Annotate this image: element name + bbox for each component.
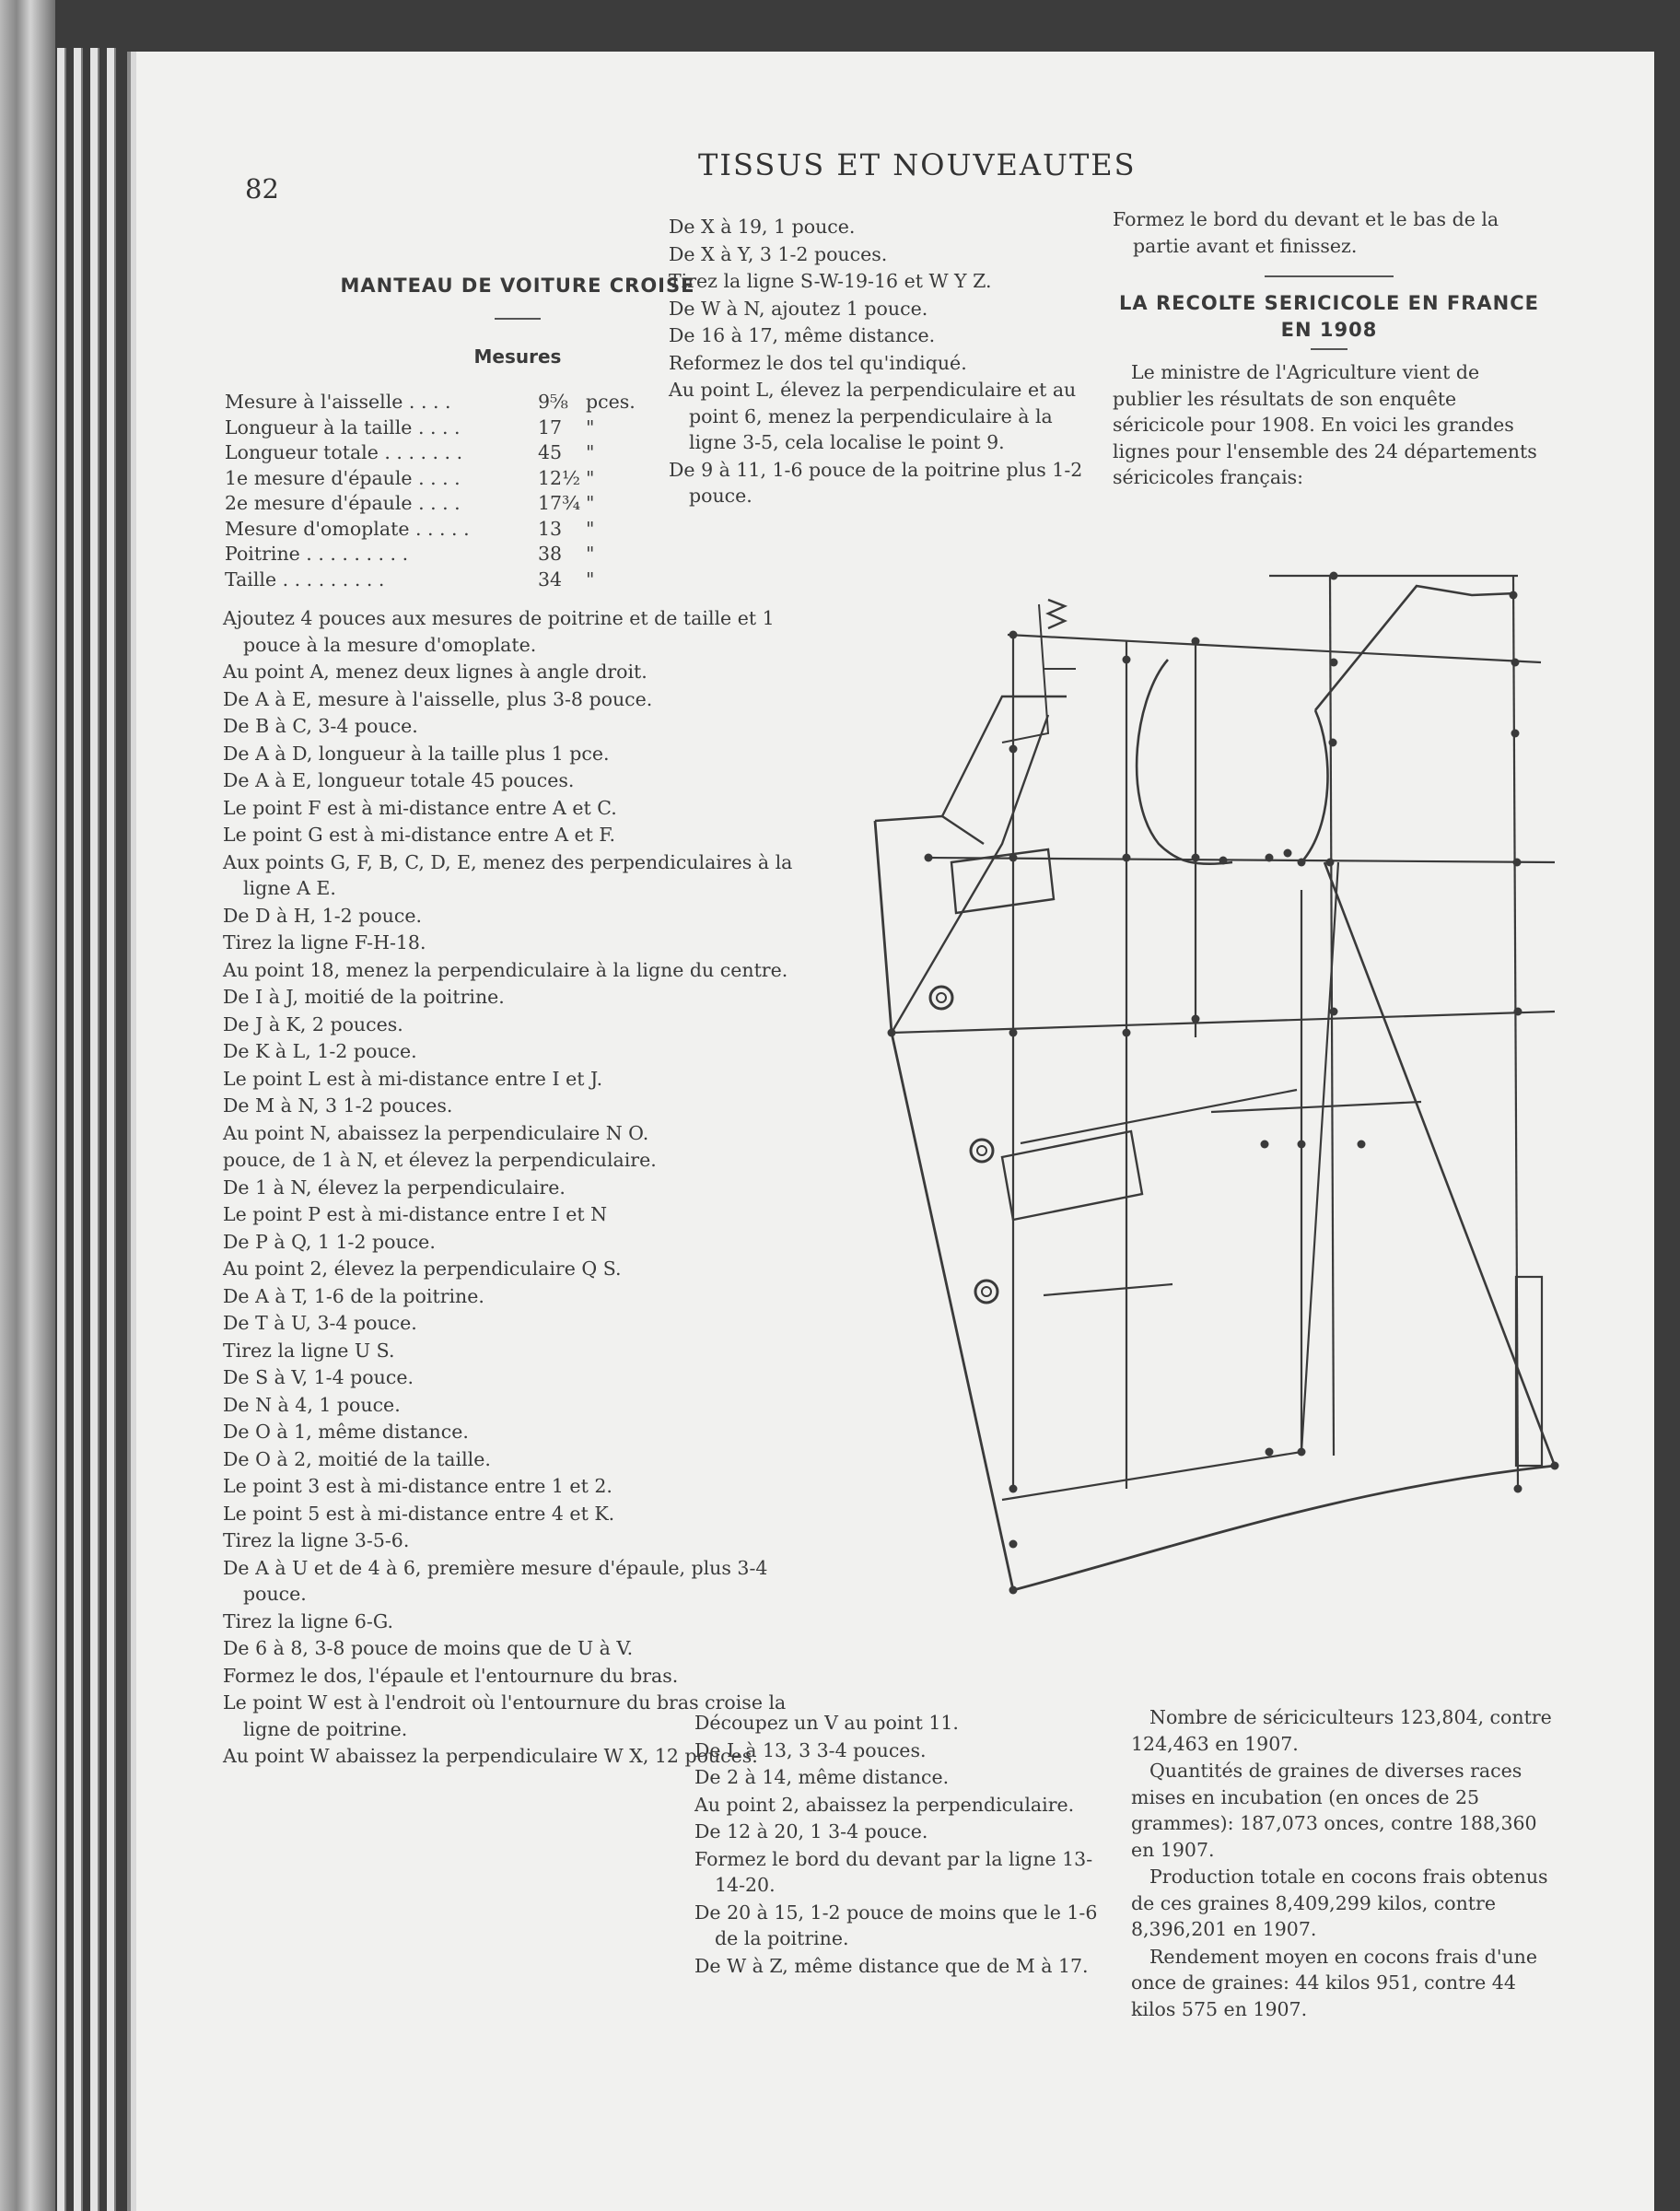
construction-point xyxy=(1009,745,1018,754)
construction-point xyxy=(1266,854,1274,862)
paragraph: De 6 à 8, 3-8 pouce de moins que de U à V. xyxy=(223,1637,634,1659)
paragraph: De A à E, longueur totale 45 pouces. xyxy=(223,769,575,791)
paragraph: De A à T, 1-6 de la poitrine. xyxy=(223,1284,484,1307)
button xyxy=(977,1146,986,1155)
paragraph: De O à 1, même distance. xyxy=(223,1421,469,1443)
article-column-2-continued xyxy=(694,1710,1118,1980)
paragraph: Tirez la ligne F-H-18. xyxy=(223,931,426,953)
measure-label: 1e mesure d'épaule . . . . xyxy=(225,466,461,489)
hip-guide xyxy=(1021,1090,1297,1143)
hem-guide xyxy=(1044,1284,1172,1295)
paragraph: Au point 2, abaissez la perpendiculaire. xyxy=(694,1793,1075,1816)
paragraph: Nombre de sériciculteurs 123,804, contre 124,463 en 1907. xyxy=(1131,1706,1552,1755)
measure-value: 34 xyxy=(538,567,563,591)
measure-unit: " xyxy=(586,543,595,565)
construction-point xyxy=(888,1029,896,1037)
construction-point xyxy=(1298,1141,1306,1149)
construction-point xyxy=(1514,1485,1522,1493)
paragraph: De S à V, 1-4 pouce. xyxy=(223,1366,414,1388)
paragraph: De N à 4, 1 pouce. xyxy=(223,1393,401,1416)
measure-unit: pces. xyxy=(586,391,636,413)
hem-curve-guide xyxy=(1002,1452,1301,1500)
paragraph: Tirez la ligne 3-5-6. xyxy=(223,1529,410,1551)
construction-point xyxy=(1009,854,1018,862)
button xyxy=(975,1281,998,1303)
paragraph: De I à J, moitié de la poitrine. xyxy=(223,986,505,1008)
shoulder-back xyxy=(1315,586,1516,710)
paragraph: Formez le dos, l'épaule et l'entournure du bras. xyxy=(223,1664,679,1687)
construction-point xyxy=(1219,857,1228,865)
paragraph: Production totale en cocons frais obtenus de ces graines 8,409,299 kilos, contre 8,396,201 en 1907. xyxy=(1131,1866,1548,1940)
hip-guide xyxy=(1211,1102,1421,1112)
paragraph: Quantités de graines de diverses races mises en incubation (en onces de 25 grammes): 187,073 onces, contre 188,360 en 1907. xyxy=(1131,1760,1537,1861)
measure-value: 12½ xyxy=(538,466,580,489)
paragraph: De A à E, mesure à l'aisselle, plus 3-8 pouce. xyxy=(223,687,653,710)
page-edge xyxy=(90,48,99,2211)
pattern-diagram xyxy=(772,567,1601,1728)
divider xyxy=(1311,348,1348,350)
page-number: 82 xyxy=(245,173,279,205)
measure-label: Taille . . . . . . . . . xyxy=(225,567,385,591)
paragraph: Rendement moyen en cocons frais d'une once de graines: 44 kilos 951, contre 44 kilos 575 en 1907. xyxy=(1131,1945,1538,2020)
measure-value: 17¾ xyxy=(538,492,580,514)
measure-value: 17 xyxy=(538,415,563,439)
measure-row xyxy=(225,542,636,567)
construction-point xyxy=(1298,859,1306,867)
paragraph: Le ministre de l'Agriculture vient de publier les résultats de son enquête séricicole pour 1908. En voici les grandes lignes pour l'ensemble des 24 départements séricicoles français: xyxy=(1113,361,1537,488)
measure-unit: " xyxy=(586,466,595,489)
construction-point xyxy=(1511,659,1520,667)
construction-point xyxy=(1009,631,1018,639)
book-spine-background xyxy=(0,0,55,2211)
running-title: TISSUS ET NOUVEAUTES xyxy=(698,147,1137,182)
collar-inner xyxy=(1002,604,1048,743)
construction-point xyxy=(1514,1008,1522,1016)
measure-value: 9⅝ xyxy=(538,391,568,413)
measure-label: Mesure à l'aisselle . . . . xyxy=(225,391,451,413)
measure-label: Mesure d'omoplate . . . . . xyxy=(225,517,470,540)
paragraph: De T à U, 3-4 pouce. xyxy=(223,1312,417,1334)
construction-point xyxy=(1192,1015,1200,1024)
lapel-top xyxy=(875,816,984,844)
paragraph: Formez le bord du devant par la ligne 13-14-20. xyxy=(694,1847,1093,1896)
paragraph: Le point 5 est à mi-distance entre 4 et K. xyxy=(223,1502,615,1525)
paragraph: Aux points G, F, B, C, D, E, menez des perpendiculaires à la ligne A E. xyxy=(223,850,793,899)
collar xyxy=(942,696,1067,816)
paragraph: Ajoutez 4 pouces aux mesures de poitrine et de taille et 1 pouce à la mesure d'omoplate. xyxy=(223,607,775,656)
paragraph: Au point L, élevez la perpendiculaire et au point 6, menez la perpendiculaire à la ligne 3-5, cela localise le point 9. xyxy=(669,379,1077,453)
paragraph: De 20 à 15, 1-2 pouce de moins que le 1-6 de la poitrine. xyxy=(694,1901,1098,1949)
paragraph: Le point L est à mi-distance entre I et J. xyxy=(223,1067,603,1090)
measure-unit: " xyxy=(586,492,595,514)
construction-point xyxy=(1009,1485,1018,1493)
construction-point xyxy=(1284,849,1292,858)
construction-point xyxy=(1123,1029,1131,1037)
paragraph: De 12 à 20, 1 3-4 pouce. xyxy=(694,1820,928,1842)
lower-pocket xyxy=(1002,1131,1142,1220)
paragraph: De W à N, ajoutez 1 pouce. xyxy=(669,297,928,320)
button xyxy=(937,993,946,1002)
paragraph: Reformez le dos tel qu'indiqué. xyxy=(669,351,967,374)
side-seam xyxy=(1324,862,1555,1466)
paragraph: De O à 2, moitié de la taille. xyxy=(223,1447,491,1470)
paragraph: Au point W abaissez la perpendiculaire W X, 12 pouces. xyxy=(223,1745,758,1767)
page-edge xyxy=(107,48,116,2211)
instruction-list xyxy=(223,605,812,1770)
paragraph: De P à Q, 1 1-2 pouce. xyxy=(223,1230,436,1253)
measure-row xyxy=(225,390,636,415)
construction-point xyxy=(1329,739,1337,747)
construction-point xyxy=(1330,572,1338,580)
chest-line xyxy=(928,858,1555,862)
construction-point xyxy=(1009,1029,1018,1037)
construction-point xyxy=(1266,1448,1274,1456)
paragraph: Le point G est à mi-distance entre A et F. xyxy=(223,824,615,846)
paragraph: De X à 19, 1 pouce. xyxy=(669,216,856,238)
paragraph: Tirez la ligne U S. xyxy=(223,1339,395,1362)
construction-point xyxy=(1326,859,1335,867)
article-title: MANTEAU DE VOITURE CROISE xyxy=(340,275,695,297)
construction-point xyxy=(1511,730,1520,738)
construction-point xyxy=(1123,656,1131,664)
measure-row xyxy=(225,440,636,466)
armhole-back xyxy=(1301,710,1328,862)
button xyxy=(930,987,952,1009)
measure-unit: " xyxy=(586,415,595,439)
front-edge xyxy=(875,821,1013,1590)
measure-row xyxy=(225,517,636,543)
measure-unit: " xyxy=(586,567,595,591)
collar-notch xyxy=(1048,600,1065,628)
measure-label: Longueur à la taille . . . . xyxy=(225,415,461,439)
paragraph: Au point 18, menez la perpendiculaire à la ligne du centre. xyxy=(223,958,788,981)
waist-line xyxy=(892,1012,1555,1033)
paragraph: Tirez la ligne S-W-19-16 et W Y Z. xyxy=(669,270,992,292)
paragraph: De X à Y, 3 1-2 pouces. xyxy=(669,242,888,265)
book-page xyxy=(136,52,1654,2211)
paragraph: De M à N, 3 1-2 pouces. xyxy=(223,1094,453,1117)
construction-point xyxy=(1261,1141,1269,1149)
measure-row xyxy=(225,567,636,593)
construction-point xyxy=(925,854,933,862)
construction-point xyxy=(1551,1462,1559,1470)
construction-point xyxy=(1510,591,1518,600)
construction-point xyxy=(1513,859,1522,867)
measure-value: 13 xyxy=(538,517,563,540)
article-title: LA RECOLTE SERICICOLE EN FRANCE EN 1908 xyxy=(1119,292,1539,341)
paragraph: Le point P est à mi-distance entre I et N xyxy=(223,1203,608,1225)
paragraph: De A à U et de 4 à 6, première mesure d'épaule, plus 3-4 pouce. xyxy=(223,1556,768,1605)
measure-unit: " xyxy=(586,441,595,463)
paragraph: De W à Z, même distance que de M à 17. xyxy=(694,1954,1089,1977)
measure-row xyxy=(225,415,636,441)
construction-point xyxy=(1192,638,1200,646)
paragraph: Au point 2, élevez la perpendiculaire Q S. xyxy=(223,1258,622,1280)
page-edge xyxy=(74,48,83,2211)
paragraph: De D à H, 1-2 pouce. xyxy=(223,904,423,927)
measures-table xyxy=(225,390,636,592)
paragraph: De 2 à 14, même distance. xyxy=(694,1766,950,1788)
paragraph: pouce, de 1 à N, et élevez la perpendiculaire. xyxy=(223,1149,657,1171)
measure-unit: " xyxy=(586,517,595,540)
paragraph: Le point F est à mi-distance entre A et C. xyxy=(223,796,617,819)
paragraph: De J à K, 2 pouces. xyxy=(223,1012,403,1035)
paragraph: De B à C, 3-4 pouce. xyxy=(223,715,418,737)
coat-pattern-drawing xyxy=(772,567,1601,1728)
page-edge xyxy=(57,48,66,2211)
paragraph: De 16 à 17, même distance. xyxy=(669,324,936,346)
construction-point xyxy=(1330,659,1338,667)
measure-label: 2e mesure d'épaule . . . . xyxy=(225,492,461,514)
armhole-front xyxy=(1137,660,1232,864)
paragraph: De A à D, longueur à la taille plus 1 pce. xyxy=(223,742,610,765)
paragraph: Tirez la ligne 6-G. xyxy=(223,1609,393,1632)
section-subtitle: Mesures xyxy=(473,345,562,368)
construction-point xyxy=(1009,1540,1018,1549)
paragraph: De 9 à 11, 1-6 pouce de la poitrine plus 1-2 pouce. xyxy=(669,458,1083,507)
construction-point xyxy=(1123,854,1131,862)
paragraph: Au point A, menez deux lignes à angle droit. xyxy=(223,661,648,683)
button xyxy=(982,1287,991,1296)
divider xyxy=(1265,275,1394,277)
button xyxy=(971,1140,993,1162)
measure-label: Longueur totale . . . . . . . xyxy=(225,441,463,463)
paragraph: De 1 à N, élevez la perpendiculaire. xyxy=(223,1176,566,1199)
measure-row xyxy=(225,491,636,517)
paragraph: Le point W est à l'endroit où l'entournure du bras croise la ligne de poitrine. xyxy=(223,1691,787,1740)
measure-value: 38 xyxy=(538,543,563,565)
measure-row xyxy=(225,466,636,492)
paragraph: Formez le bord du devant et le bas de la partie avant et finissez. xyxy=(1113,208,1499,257)
article-column-2 xyxy=(669,214,1102,510)
paragraph: Le point 3 est à mi-distance entre 1 et 2. xyxy=(223,1475,612,1497)
measure-label: Poitrine . . . . . . . . . xyxy=(225,543,409,565)
back-vertical xyxy=(1330,576,1334,1456)
construction-point xyxy=(1358,1141,1366,1149)
measure-value: 45 xyxy=(538,441,563,463)
paragraph: Découpez un V au point 11. xyxy=(694,1712,959,1734)
construction-point xyxy=(1192,854,1200,862)
shoulder-line xyxy=(1008,635,1541,662)
paragraph: Au point N, abaissez la perpendiculaire N O. xyxy=(223,1121,649,1144)
paragraph: De L à 13, 3 3-4 pouces. xyxy=(694,1738,927,1761)
construction-point xyxy=(1298,1448,1306,1456)
article-column-3-continued xyxy=(1131,1704,1555,2023)
construction-point xyxy=(1009,1586,1018,1595)
divider xyxy=(495,318,541,320)
construction-point xyxy=(1330,1008,1338,1016)
paragraph: De K à L, 1-2 pouce. xyxy=(223,1040,417,1062)
article-column-3 xyxy=(1113,206,1546,492)
